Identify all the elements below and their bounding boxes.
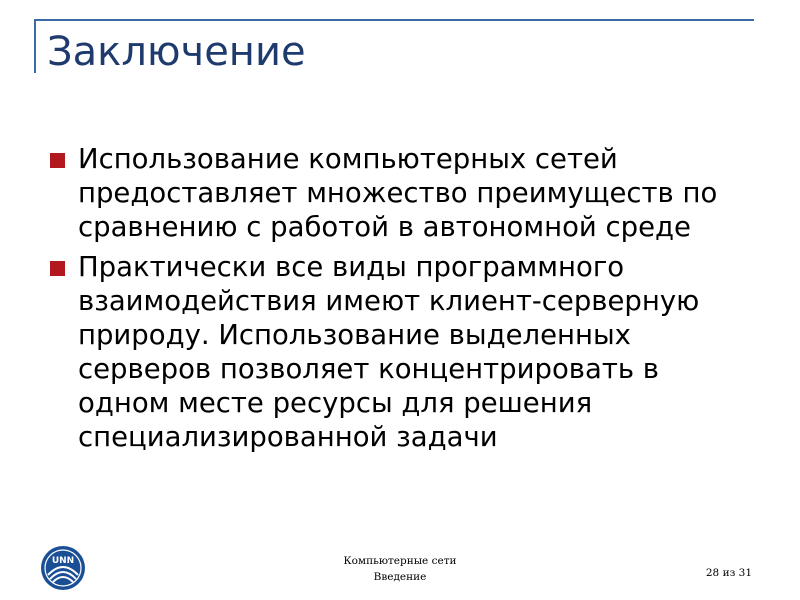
bullet-list (48, 142, 758, 460)
unn-logo-icon (40, 545, 86, 591)
title-left-rule (34, 19, 36, 73)
footer-course-info (300, 553, 500, 585)
svg-text:UNN: UNN (51, 556, 75, 566)
slide-title: Заключение (47, 29, 306, 75)
bullet-item (48, 142, 758, 244)
bullet-item (48, 250, 758, 454)
square-bullet-icon (50, 261, 65, 276)
footer-section: Введение (373, 571, 427, 583)
bullet-text: Практически все виды программного взаимодействия имеют клиент-серверную природу. Использование выделенных серверов позволяет концентрировать в одном месте ресурсы для решения специализированной задачи (78, 251, 700, 453)
bullet-text: Использование компьютерных сетей предоставляет множество преимуществ по сравнению с работой в автономной среде (78, 143, 718, 243)
footer-course: Компьютерные сети (343, 555, 457, 567)
page-number: 28 из 31 (705, 567, 752, 579)
square-bullet-icon (50, 153, 65, 168)
title-top-rule (34, 19, 754, 21)
